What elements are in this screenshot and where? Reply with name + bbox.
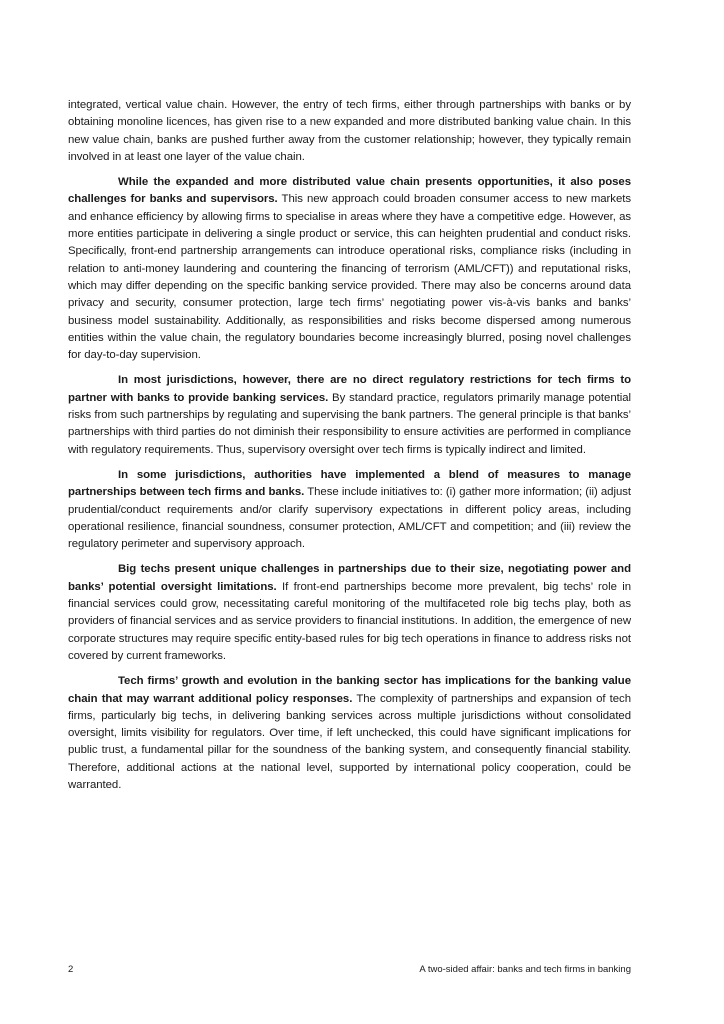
paragraph-text: The complexity of partnerships and expansion of tech firms, particularly big techs, in delivering banking services across multiple jurisdictions without consolidated oversight, limits visibility for regulators. Over time, if left unchecked, this could have significant implications for public trust, a fundamental pillar for the soundness of the banking system, and consequently financial stability. Therefore, additional actions at the national level, supported by international policy cooperation, could be warranted.: [68, 692, 631, 791]
paragraph-lead: In most jurisdictions, however, there are no direct regulatory restrictions for tech firms to partner with banks to provide banking services.: [68, 374, 631, 404]
paragraph-lead: Big techs present unique challenges in partnerships due to their size, negotiating power and banks’ potential oversight limitations.: [68, 563, 631, 593]
paragraph-lead: Tech firms’ growth and evolution in the banking sector has implications for the banking value chain that may warrant additional policy responses.: [68, 675, 631, 705]
paragraph-policy-responses: [68, 673, 631, 794]
paragraph-value-chain-challenges: [68, 174, 631, 364]
document-body: [68, 97, 631, 802]
paragraph-regulatory-restrictions: [68, 372, 631, 458]
paragraph-text: By standard practice, regulators primarily manage potential risks from such partnerships by regulating and supervising the bank partners. The general principle is that banks’ partnerships with third parties do not diminish their responsibility to ensure activities are performed in compliance with regulatory requirements. Thus, supervisory oversight over tech firms is typically indirect and limited.: [68, 391, 631, 456]
paragraph-blend-of-measures: [68, 467, 631, 553]
paragraph-text: This new approach could broaden consumer access to new markets and enhance efficiency by allowing firms to specialise in areas where they have a competitive edge. However, as more entities participate in delivering a single product or service, this can heighten prudential and conduct risks. Specifically, front-end partnership arrangements can introduce operational risks, compliance risks (including in relation to anti-money laundering and countering the financing of terrorism (AML/CFT)) and reputational risks, which may differ depending on the specific banking service provided. There may also be concerns around data privacy and security, consumer protection, large tech firms’ negotiating power vis-à-vis banks and banks’ business model sustainability. Additionally, as responsibilities and risks become dispersed among numerous entities within the value chain, the regulatory boundaries become increasingly blurred, posing novel challenges for day-to-day supervision.: [68, 193, 631, 362]
paragraph-text: These include initiatives to: (i) gather more information; (ii) adjust prudential/conduct requirements and/or clarify supervisory expectations in different policy areas, including operational resilience, financial soundness, consumer protection, AML/CFT and competition; and (iii) review the regulatory perimeter and supervisory approach.: [68, 486, 631, 551]
paragraph-text: integrated, vertical value chain. However, the entry of tech firms, either through partnerships with banks or by obtaining monoline licences, has given rise to a new expanded and more distributed banking value chain. In this new value chain, banks are pushed further away from the customer relationship; however, they typically remain involved in at least one layer of the value chain.: [68, 99, 631, 163]
running-title: A two-sided affair: banks and tech firms in banking: [419, 964, 631, 975]
paragraph-big-techs: [68, 561, 631, 665]
paragraph-continuation: [68, 97, 631, 166]
paragraph-text: If front-end partnerships become more prevalent, big techs’ role in financial services could grow, necessitating careful monitoring of the multifaceted role big techs play, both as providers of financial services and as service providers to financial institutions. In addition, the emergence of new corporate structures may require specific entity-based rules for big tech operations in finance to address risks not covered by current frameworks.: [68, 580, 631, 662]
paragraph-lead: While the expanded and more distributed value chain presents opportunities, it also poses challenges for banks and supervisors.: [68, 176, 631, 206]
paragraph-lead: In some jurisdictions, authorities have implemented a blend of measures to manage partnerships between tech firms and banks.: [68, 468, 631, 499]
page-number: 2: [68, 964, 74, 975]
